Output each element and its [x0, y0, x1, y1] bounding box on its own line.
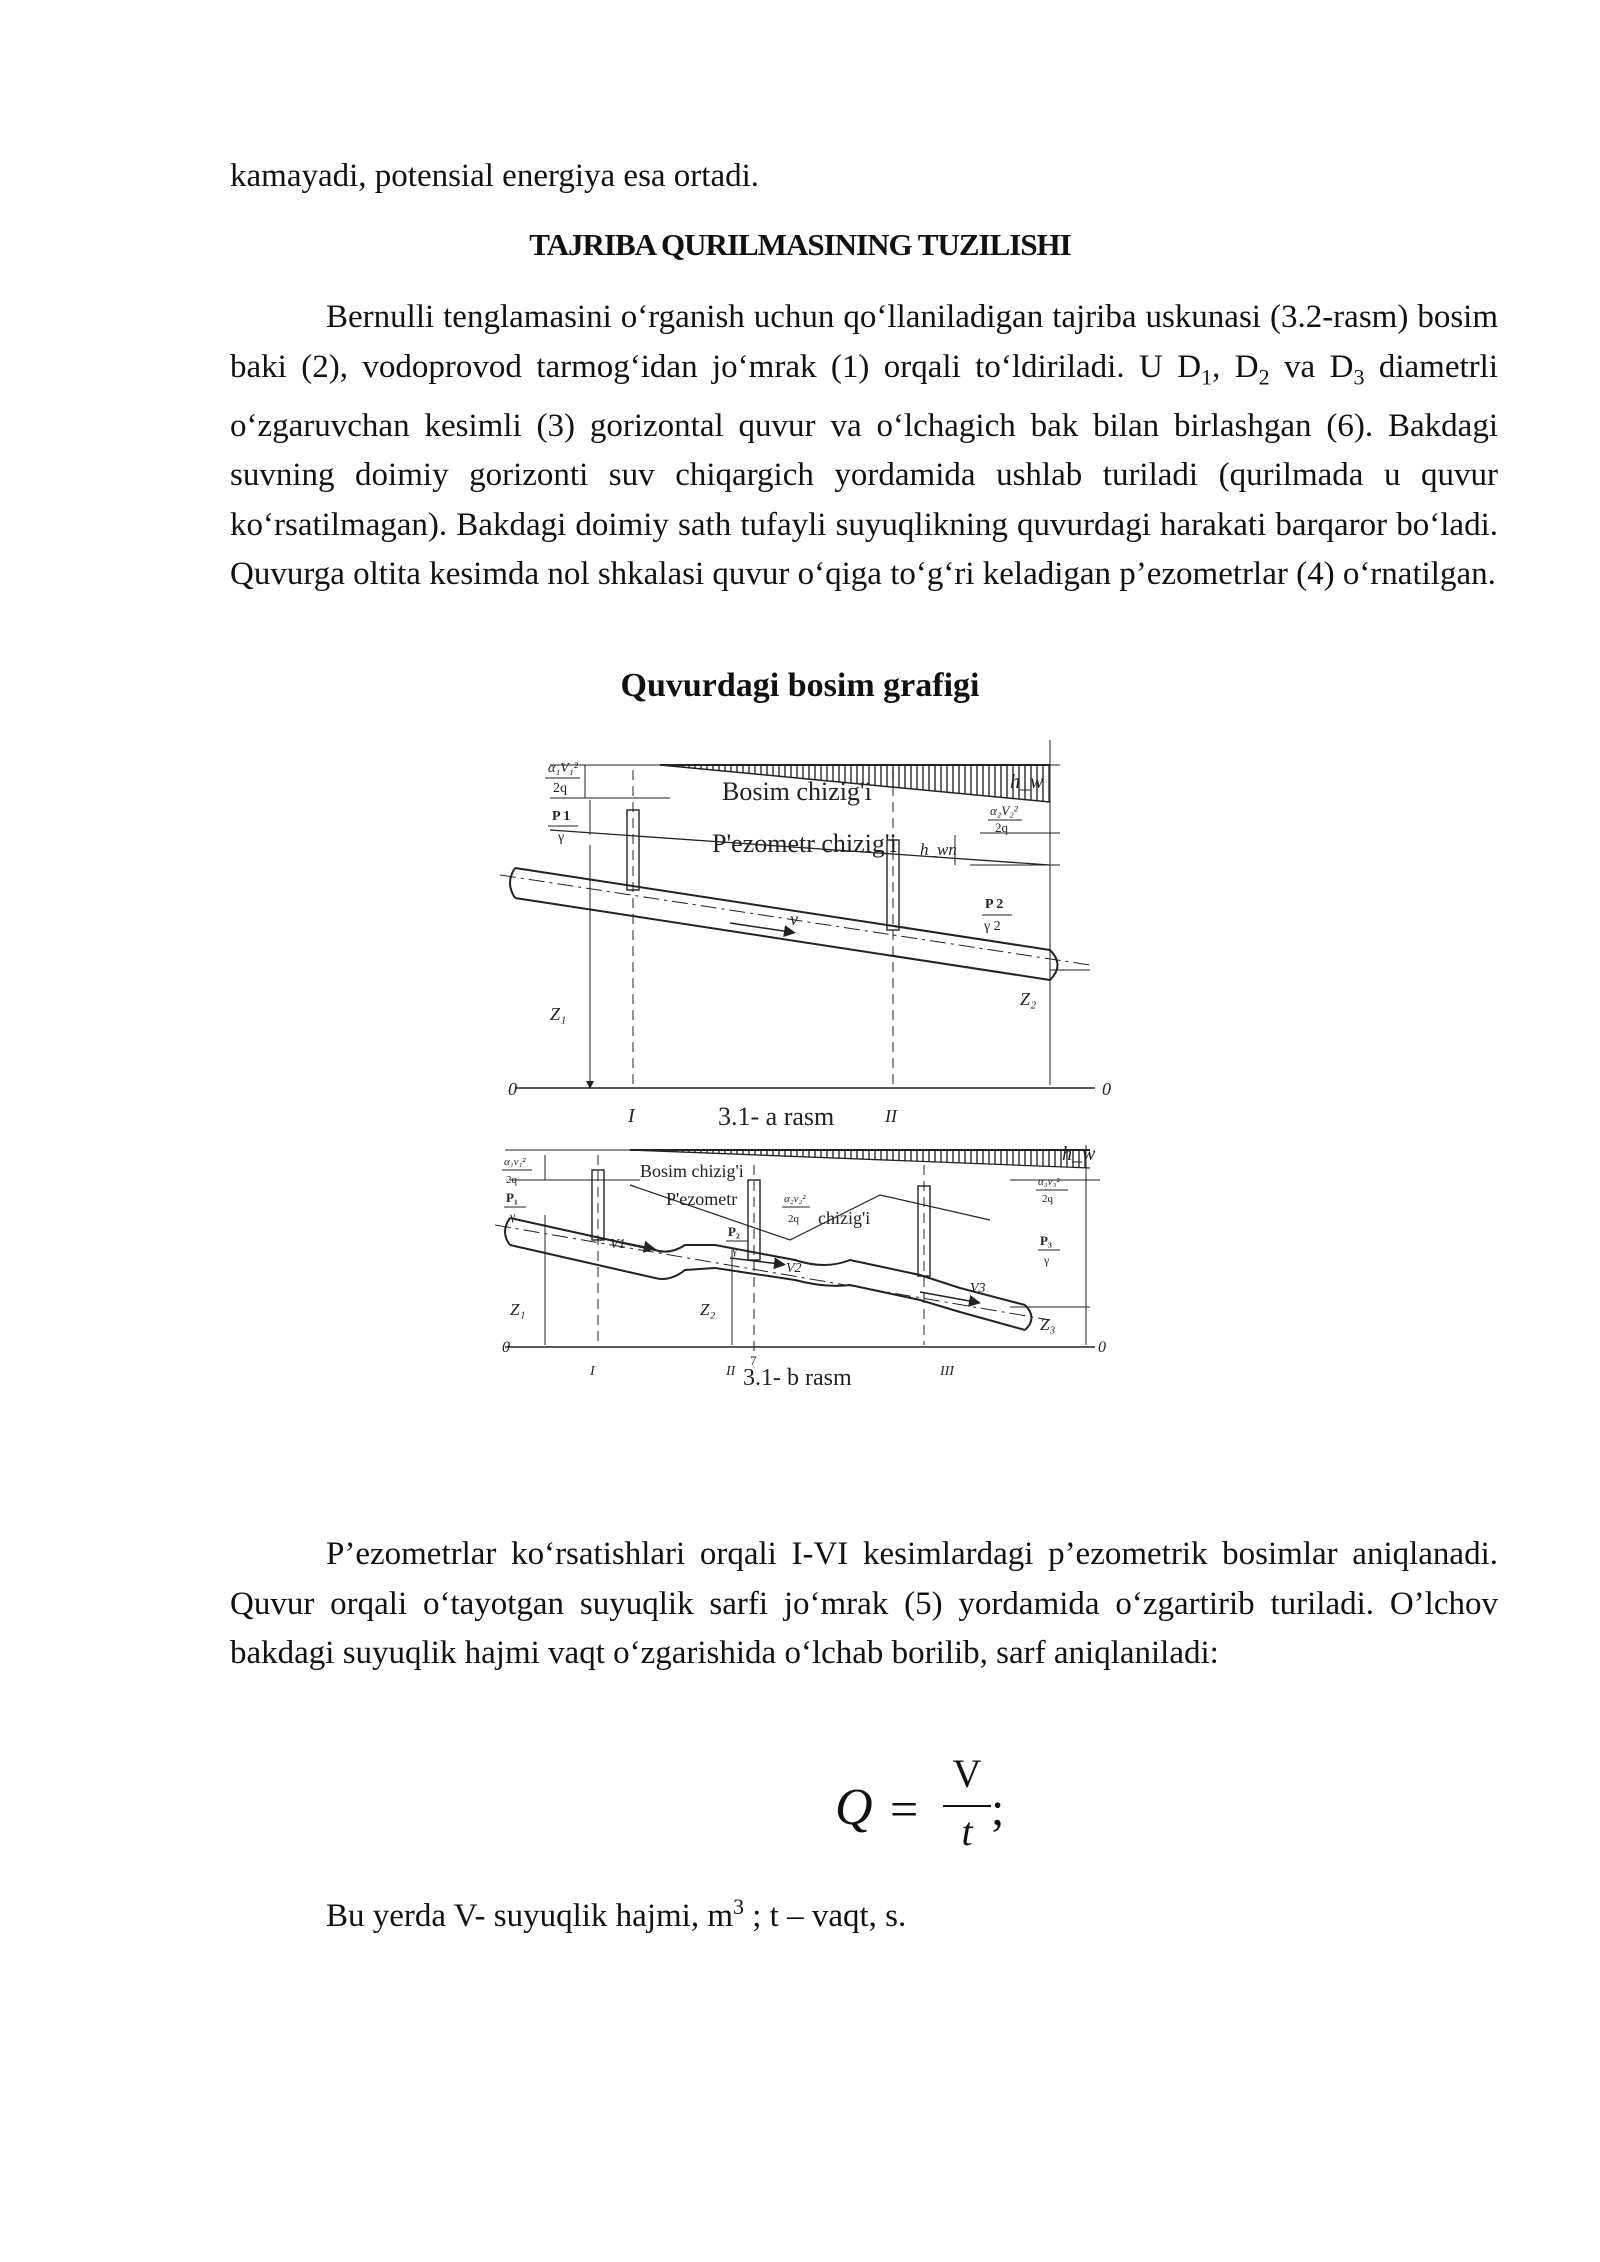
legend-text-2: ; t – vaqt, s.: [744, 1898, 907, 1934]
paragraph-top: kamayadi, potensial energiya esa ortadi.: [230, 158, 760, 194]
label-b-section-1: I: [590, 1364, 595, 1379]
label-a-p1-num: P 1: [552, 809, 571, 824]
formula-semicolon: ;: [991, 1783, 1005, 1836]
label-b-z1: Z₁: [510, 1300, 526, 1319]
label-a-hwn: h_wn: [920, 840, 957, 859]
figure-b: [495, 1143, 1106, 1391]
label-b-p1-num: P₁: [506, 1190, 518, 1205]
formula-fraction-bar: [943, 1805, 991, 1807]
label-b-v3-den: 2q: [1042, 1193, 1053, 1205]
label-a-v2-num: α₂V₂²: [990, 803, 1018, 818]
label-b-v1: V1: [610, 1237, 626, 1252]
label-a-piezo: P'ezometr chizig'i: [712, 829, 897, 858]
label-b-section-2: II: [726, 1364, 736, 1379]
label-b-v2-num: α₂v₂²: [784, 1193, 806, 1205]
label-b-p2-den: γ: [732, 1243, 738, 1257]
label-b-v2-den: 2q: [788, 1213, 799, 1225]
figure-a: [500, 740, 1111, 1131]
paragraph-setup: [230, 293, 1498, 600]
label-a-v2-den: 2q: [995, 820, 1008, 835]
label-b-piezo-1: P'ezometr: [666, 1189, 738, 1209]
pressure-diagram: [490, 740, 1240, 1490]
label-a-hw: h_w: [1010, 771, 1044, 793]
label-a-section-2: II: [885, 1106, 897, 1126]
label-b-zero-right: 0: [1098, 1339, 1106, 1356]
pipe-b-bottom: [510, 1245, 1025, 1330]
label-b-z2: Z₂: [700, 1300, 716, 1319]
setup-sub-2: 2: [1258, 364, 1270, 390]
setup-text-1: Bernulli tenglamasini o‘rganish uchun qo‘llaniladigan tajriba uskunasi (3.2-rasm) bosim baki (2), vodoprovod tarmog‘idan jo‘mrak (1) orqali to‘ldiriladi. U D: [230, 299, 1498, 385]
label-a-p2-num: P 2: [985, 897, 1004, 912]
label-b-piezo-2: chizig'i: [818, 1208, 871, 1228]
label-a-zero-right: 0: [1102, 1079, 1111, 1099]
label-a-v: v: [790, 909, 798, 929]
caption-a: 3.1- a rasm: [718, 1102, 835, 1131]
formula-equals: =: [890, 1781, 919, 1837]
legend-text-1: Bu yerda V- suyuqlik hajmi, m: [326, 1898, 733, 1934]
label-b-hw: h_w: [1062, 1143, 1096, 1165]
label-b-z3: Z₃: [1040, 1315, 1056, 1334]
setup-sub-1: 1: [1201, 364, 1213, 390]
label-b-p1-den: γ: [510, 1209, 516, 1223]
label-a-v1-num: α₁V₁²: [548, 761, 578, 776]
label-b-v1-num: α₁v₁²: [504, 1156, 526, 1168]
figure-heading: Quvurdagi bosim grafigi: [620, 667, 980, 704]
setup-sub-3: 3: [1353, 364, 1365, 390]
label-b-p3-num: P₃: [1040, 1233, 1052, 1248]
section-title: TAJRIBA QURILMASINING TUZILISHI: [529, 227, 1071, 262]
setup-text-3: va D: [1269, 348, 1354, 385]
setup-text-2: , D: [1212, 348, 1259, 385]
pipe-b-top: [510, 1218, 1025, 1305]
label-a-bosim: Bosim chizig'i: [722, 777, 872, 806]
label-b-p3-den: γ: [1044, 1253, 1050, 1267]
label-a-section-1: I: [628, 1105, 635, 1127]
label-b-marker-7: 7: [750, 1353, 757, 1368]
flow-rate-formula: [835, 1750, 1035, 1860]
formula-lhs: Q: [835, 1779, 873, 1836]
formula-denominator: t: [961, 1809, 973, 1854]
paragraph-legend: [326, 1882, 1594, 1942]
label-b-section-3: III: [940, 1364, 954, 1379]
label-a-v1-den: 2q: [553, 781, 567, 796]
setup-text-4: diametrli o‘zgaruvchan kesimli (3) gorizontal quvur va o‘lchagich bak bilan birlashgan (6). Bakdagi suvning doimiy gorizonti suv chiqargich yordamida ushlab turiladi (qurilmada u quvur ko‘rsatilmagan). Bakdagi doimiy sath tufayli suyuqlikning quvurdagi harakati barqaror bo‘ladi. Quvurga oltita kesimda nol shkalasi quvur o‘qiga to‘g‘ri keladigan p’ezometrlar (4) o‘rnatilgan.: [230, 348, 1498, 593]
pipe-a-bottom: [515, 898, 1050, 980]
caption-b: 3.1- b rasm: [743, 1365, 852, 1391]
formula-numerator: V: [952, 1751, 982, 1796]
label-a-zero-left: 0: [508, 1079, 517, 1099]
label-a-p2-den: γ 2: [984, 919, 1001, 934]
label-b-zero-left: 0: [502, 1339, 510, 1356]
label-b-p2-num: P₂: [728, 1224, 740, 1239]
label-b-bosim: Bosim chizig'i: [640, 1161, 744, 1181]
label-b-v3: V3: [970, 1281, 986, 1296]
label-a-p1-den: γ: [558, 830, 565, 845]
pipe-a-top: [515, 868, 1050, 950]
label-b-v1-den: 2q: [506, 1174, 517, 1186]
label-a-z2: Z₂: [1020, 989, 1037, 1009]
label-b-v3-num: α₃v₃²: [1038, 1176, 1060, 1188]
paragraph-measure: P’ezometrlar ko‘rsatishlari orqali I-VI kesimlardagi p’ezometrik bosimlar aniqlanadi. Quvur orqali o‘tayotgan suyuqlik sarfi jo‘mrak (5) yordamida o‘zgartirib turiladi. O’lchov bakdagi suyuqlik hajmi vaqt o‘zgarishida o‘lchab borilib, sarf aniqlaniladi:: [230, 1536, 1498, 1671]
legend-sup: 3: [733, 1894, 744, 1919]
label-b-v2: V2: [786, 1261, 802, 1276]
label-a-z1: Z₁: [550, 1004, 567, 1024]
